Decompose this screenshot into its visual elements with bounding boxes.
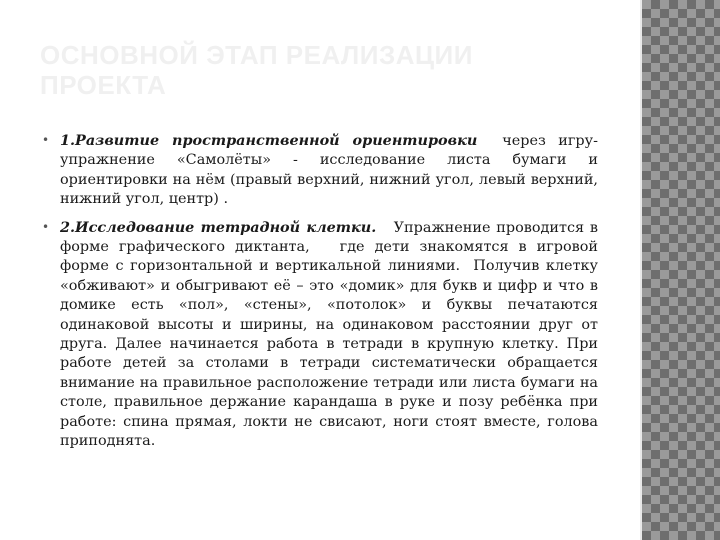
list-item: [42, 218, 603, 452]
slide-content: [42, 131, 603, 460]
item-heading: 1.Развитие пространственной ориентировки: [60, 132, 478, 149]
decorative-pattern-panel: [642, 0, 720, 540]
list-item: [42, 131, 603, 210]
bullet-icon: •: [42, 219, 50, 234]
bullet-icon: •: [42, 133, 50, 147]
item-heading: 2.Исследование тетрадной клетки.: [60, 218, 377, 236]
item-text: через игру-упражнение «Самолёты» - исследование листа бумаги и ориентировки на нём (правый верхний, нижний угол, левый верхний, нижний угол, центр) .: [60, 133, 603, 208]
slide-title: ОСНОВНОЙ ЭТАП РЕАЛИЗАЦИИ ПРОЕКТА: [40, 40, 473, 100]
item-text: Упражнение проводится в форме графического диктанта, где дети знакомятся в игровой форме с горизонтальной и вертикальной линиями. Получив клетку «обживают» и обыгривают её – это «домик» для букв и цифр и что в домике есть «пол», «стены», «потолок» и буквы печатаются одинаковой высоты и ширины, на одинаковом расстоянии друг от друга. Далее начинается работа в тетради в крупную клетку. При работе детей за столами в тетради систематически обращается внимание на правильное расположение тетради или листа бумаги на столе, правильное держание карандаша в руке и позу ребёнка при работе: спина прямая, локти не свисают, ноги стоят вместе, голова приподнята.: [60, 219, 603, 450]
